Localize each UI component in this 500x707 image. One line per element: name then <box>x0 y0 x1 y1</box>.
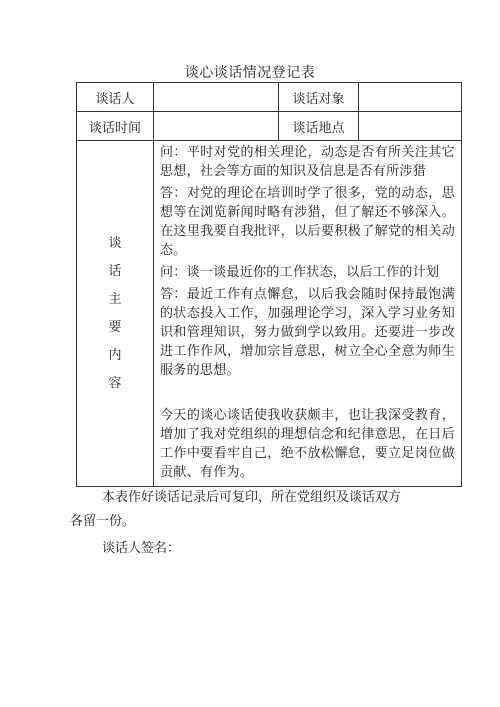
form-title: 谈心谈话情况登记表 <box>184 65 316 81</box>
label-content <box>77 141 154 487</box>
value-speaker[interactable] <box>154 83 279 112</box>
label-target: 谈话对象 <box>279 83 359 112</box>
value-time[interactable] <box>154 112 279 141</box>
content-label-vertical <box>107 230 123 398</box>
record-table <box>76 82 462 487</box>
value-place[interactable] <box>359 112 462 141</box>
footer-note <box>70 486 461 534</box>
row-time <box>77 112 462 141</box>
footer-note-line-1: 本表作好谈话记录后可复印，所在党组织及谈话双方 <box>102 490 402 505</box>
value-target[interactable] <box>359 83 462 112</box>
content-body[interactable] <box>154 141 462 487</box>
question-2: 问：谈一谈最近你的工作状态，以后工作的计划 <box>160 265 440 280</box>
content-label-char: 要 <box>108 319 122 335</box>
row-content <box>77 141 462 487</box>
label-place: 谈话地点 <box>279 112 359 141</box>
row-speaker <box>77 83 462 112</box>
content-label-char: 容 <box>108 375 122 391</box>
label-time: 谈话时间 <box>77 112 154 141</box>
answer-2: 答：最近工作有点懈怠，以后我会随时保持最饱满的状态投入工作，加强理论学习，深入学习业务知识和管理知识，努力做到学以致用。还要进一步改进工作作风，增加宗旨意思，树立全心全意为师生服务的思想。 <box>160 287 455 378</box>
footer-note-line-2: 各留一份。 <box>70 514 136 529</box>
signature-label: 谈话人签名： <box>102 541 181 556</box>
content-label-char: 话 <box>108 263 122 279</box>
label-speaker: 谈话人 <box>77 83 154 112</box>
content-label-char: 谈 <box>108 235 122 251</box>
content-label-char: 内 <box>108 347 122 363</box>
question-1: 问：平时对党的相关理论，动态是否有所关注其它思想，社会等方面的知识及信息是否有所涉猎 <box>160 145 455 179</box>
content-label-char: 主 <box>108 291 122 307</box>
summary-paragraph: 今天的谈心谈话使我收获颇丰，也让我深受教育，增加了我对党组织的理想信念和纪律意思，在日后工作中要看牢自己，绝不放松懈怠，要立足岗位做贡献、有作为。 <box>160 408 455 480</box>
answer-1: 答：对党的理论在培训时学了很多，党的动态，思想等在浏览新闻时略有涉猎，但了解还不够深入。在这里我要自我批评，以后要积极了解党的相关动态。 <box>160 186 455 258</box>
